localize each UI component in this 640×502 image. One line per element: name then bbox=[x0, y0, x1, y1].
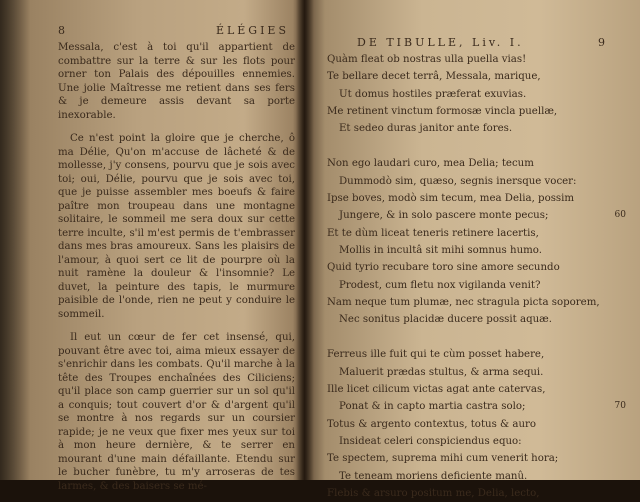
verse-line: Te bellare decet terrâ, Messala, marique, bbox=[327, 71, 541, 83]
verse-line: Non ego laudari curo, mea Delia; tecum bbox=[327, 158, 534, 170]
left-page bbox=[0, 0, 305, 492]
right-page bbox=[305, 0, 640, 499]
verse-line: Flebis & arsuro positum me, Delia, lecto, bbox=[327, 487, 540, 499]
latin-verse bbox=[327, 51, 626, 502]
verse-line: Quàm fleat ob nostras ulla puella vias! bbox=[327, 54, 527, 65]
book-gutter bbox=[296, 0, 314, 480]
verse-line: Prodest, cum fletu nox vigilanda venit? bbox=[339, 279, 541, 291]
verse-line: Maluerit prædas stultus, & arma sequi. bbox=[339, 366, 544, 378]
paragraph: Ce n'est point la gloire que je cherche, ô ma Délie, Qu'on m'accuse de lâcheté & de mollesse, j'y consens, pourvu que je sois avec toi; oui, Délie, pourvu que je sois avec toi, que je puisse assembler mes boeufs & faire paître mon troupeau dans une montagne solitaire, le sommeil me sera doux sur cette terre inculte, s'il m'est permis de t'embrasser dans mes bras amoureux. Sans les plaisirs de l'amour, à quoi sert ce lit de pourpre où la nuit ramène la douleur & l'insomnie? Le duvet, la peinture des tapis, le murmure paisible de l'onde, rien ne peut y conduire le sommeil. bbox=[58, 133, 295, 320]
verse-line: Dummodò sim, quæso, segnis inersque vocer: bbox=[339, 175, 577, 187]
verse-line: Ponat & in capto martia castra solo; bbox=[339, 401, 526, 413]
verse-line: Et sedeo duras janitor ante fores. bbox=[339, 123, 513, 135]
verse-line: Ut domus hostiles præferat exuvias. bbox=[339, 88, 527, 100]
verse-line: Ille licet cilicum victas agat ante catervas, bbox=[327, 384, 546, 396]
stanza bbox=[327, 346, 626, 502]
left-running-head: ÉLÉGIES bbox=[215, 24, 289, 37]
verse-line: Nam neque tum plumæ, nec stragula picta soporem, bbox=[327, 296, 600, 308]
paragraph: Messala, c'est à toi qu'il appartient de combattre sur la terre & sur les flots pour orner ton Palais des dépouilles ennemies. Une jolie Maîtresse me retient dans ses fers & je demeure assis devant sa porte inexorable. bbox=[58, 42, 295, 121]
french-translation bbox=[58, 41, 295, 493]
verse-line: Me retinent vinctum formosæ vincla puellæ, bbox=[327, 105, 558, 117]
verse-line: Mollis in incultâ sit mihi somnus humo. bbox=[339, 244, 542, 256]
paragraph: Il eut un cœur de fer cet insensé, qui, pouvant être avec toi, aima mieux essayer de s'enrichir dans les combats. Qu'il marche à la tête des Troupes enchaînées des Ciliciens; qu'il place son camp guerrier sur un sol qu'il a conquis; tout couvert d'or & d'argent qu'il se montre à nos regards sur un coursier rapide; je ne veux que fixer mes yeux sur toi à mon heure dernière, & te serrer en mourant d'une main défaillante. Etendu sur le bucher funèbre, tu m'y arroseras de tes larmes, & des baisers se mé- bbox=[58, 332, 295, 492]
line-number: 60 bbox=[614, 210, 626, 221]
verse-line: Insideat celeri conspiciendus equo: bbox=[339, 435, 522, 447]
verse-line: Jungere, & in solo pascere monte pecus; bbox=[339, 210, 549, 222]
left-page-number: 8 bbox=[58, 24, 66, 37]
right-page-header bbox=[327, 36, 606, 49]
verse-line: Nec sonitus placidæ ducere possit aquæ. bbox=[339, 314, 552, 326]
verse-line: Te spectem, suprema mihi cum venerit hora; bbox=[327, 453, 559, 465]
verse-line: Et te dùm liceat teneris retinere lacertis, bbox=[327, 227, 539, 239]
right-page-number: 9 bbox=[598, 36, 606, 49]
verse-line: Ipse boves, modò sim tecum, mea Delia, possim bbox=[327, 193, 575, 205]
left-page-header bbox=[58, 24, 295, 37]
verse-line: Quid tyrio recubare toro sine amore secundo bbox=[327, 262, 560, 274]
right-running-head: DE TIBULLE, Liv. I. bbox=[357, 36, 524, 49]
stanza bbox=[327, 155, 626, 328]
verse-line: Ferreus ille fuit qui te cùm posset habere, bbox=[327, 349, 545, 361]
stanza bbox=[327, 51, 606, 137]
verse-line: Totus & argento contextus, totus & auro bbox=[327, 418, 537, 430]
verse-line: Te teneam moriens deficiente manû. bbox=[339, 470, 528, 482]
line-number: 70 bbox=[614, 401, 626, 412]
book-edge-shadow bbox=[0, 0, 30, 480]
